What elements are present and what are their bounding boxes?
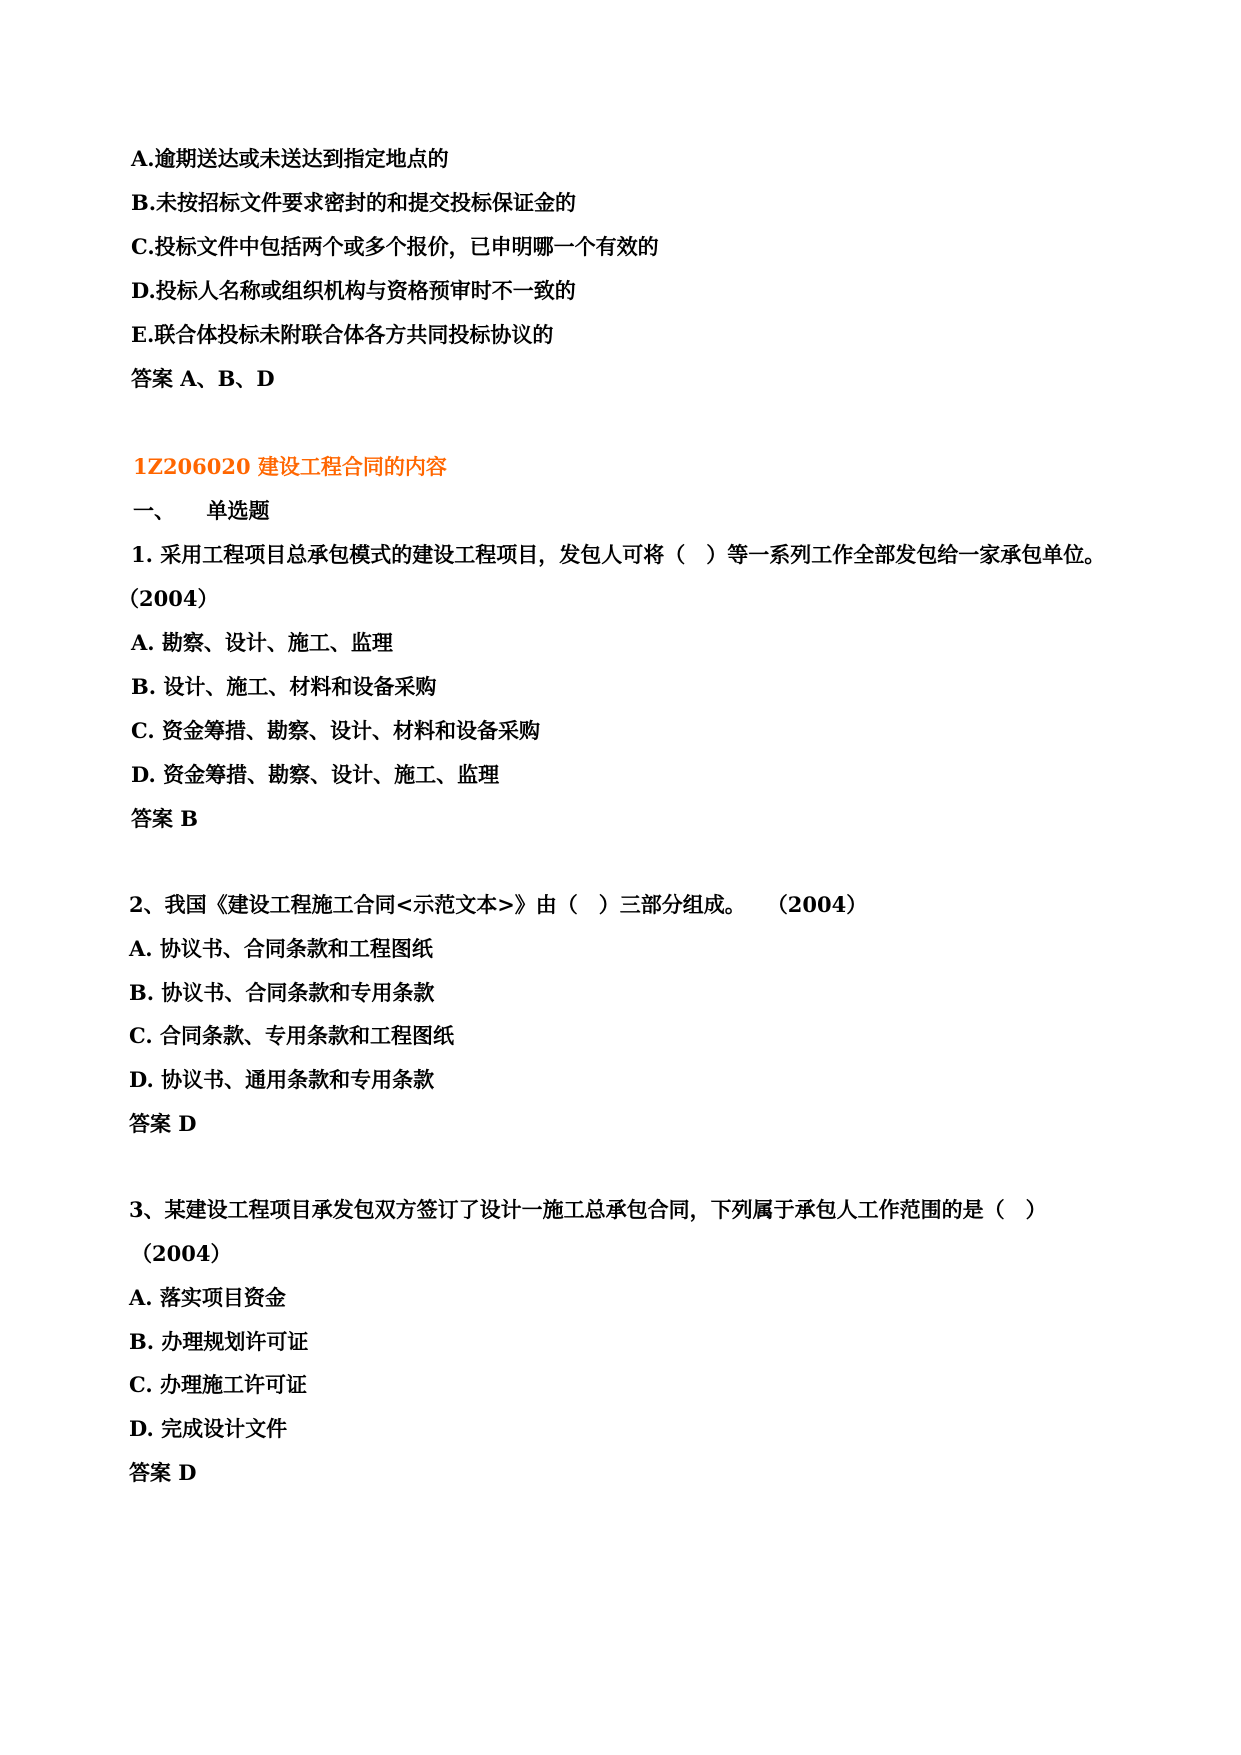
question-stem: 2、我国《建设工程施工合同<示范文本>》由（ ）三部分组成。 （2004）: [129, 892, 868, 917]
option-c: C. 资金筹措、勘察、设计、材料和设备采购: [131, 718, 540, 743]
option-a: A.逾期送达或未送达到指定地点的: [131, 146, 449, 171]
section-title: 1Z206020 建设工程合同的内容: [133, 454, 447, 479]
option-c: C. 办理施工许可证: [129, 1372, 307, 1397]
option-a: A. 落实项目资金: [129, 1285, 286, 1310]
option-b: B. 协议书、合同条款和专用条款: [129, 980, 435, 1005]
section-subtitle: 一、 单选题: [133, 498, 270, 523]
question-stem-continued: （2004）: [118, 586, 219, 611]
option-d: D.投标人名称或组织机构与资格预审时不一致的: [131, 278, 576, 303]
option-d: D. 完成设计文件: [129, 1416, 288, 1441]
option-d: D. 协议书、通用条款和专用条款: [129, 1067, 435, 1092]
option-b: B. 办理规划许可证: [129, 1329, 309, 1354]
option-d: D. 资金筹措、勘察、设计、施工、监理: [131, 762, 500, 787]
answer: 答案 D: [129, 1460, 197, 1485]
question-stem: 1. 采用工程项目总承包模式的建设工程项目，发包人可将（ ）等一系列工作全部发包给一家承包单位。: [131, 542, 1106, 567]
answer: 答案 B: [131, 806, 199, 831]
question-stem-continued: （2004）: [131, 1241, 232, 1266]
option-b: B. 设计、施工、材料和设备采购: [131, 674, 437, 699]
option-c: C.投标文件中包括两个或多个报价，已申明哪一个有效的: [131, 234, 659, 259]
option-c: C. 合同条款、专用条款和工程图纸: [129, 1023, 454, 1048]
option-a: A. 勘察、设计、施工、监理: [131, 630, 393, 655]
question-stem: 3、某建设工程项目承发包双方签订了设计一施工总承包合同，下列属于承包人工作范围的是（ ）: [129, 1197, 1047, 1222]
option-e: E.联合体投标未附联合体各方共同投标协议的: [131, 322, 554, 347]
answer: 答案 A、B、D: [131, 366, 275, 391]
answer: 答案 D: [129, 1111, 197, 1136]
option-b: B.未按招标文件要求密封的和提交投标保证金的: [131, 190, 577, 215]
option-a: A. 协议书、合同条款和工程图纸: [129, 936, 433, 961]
